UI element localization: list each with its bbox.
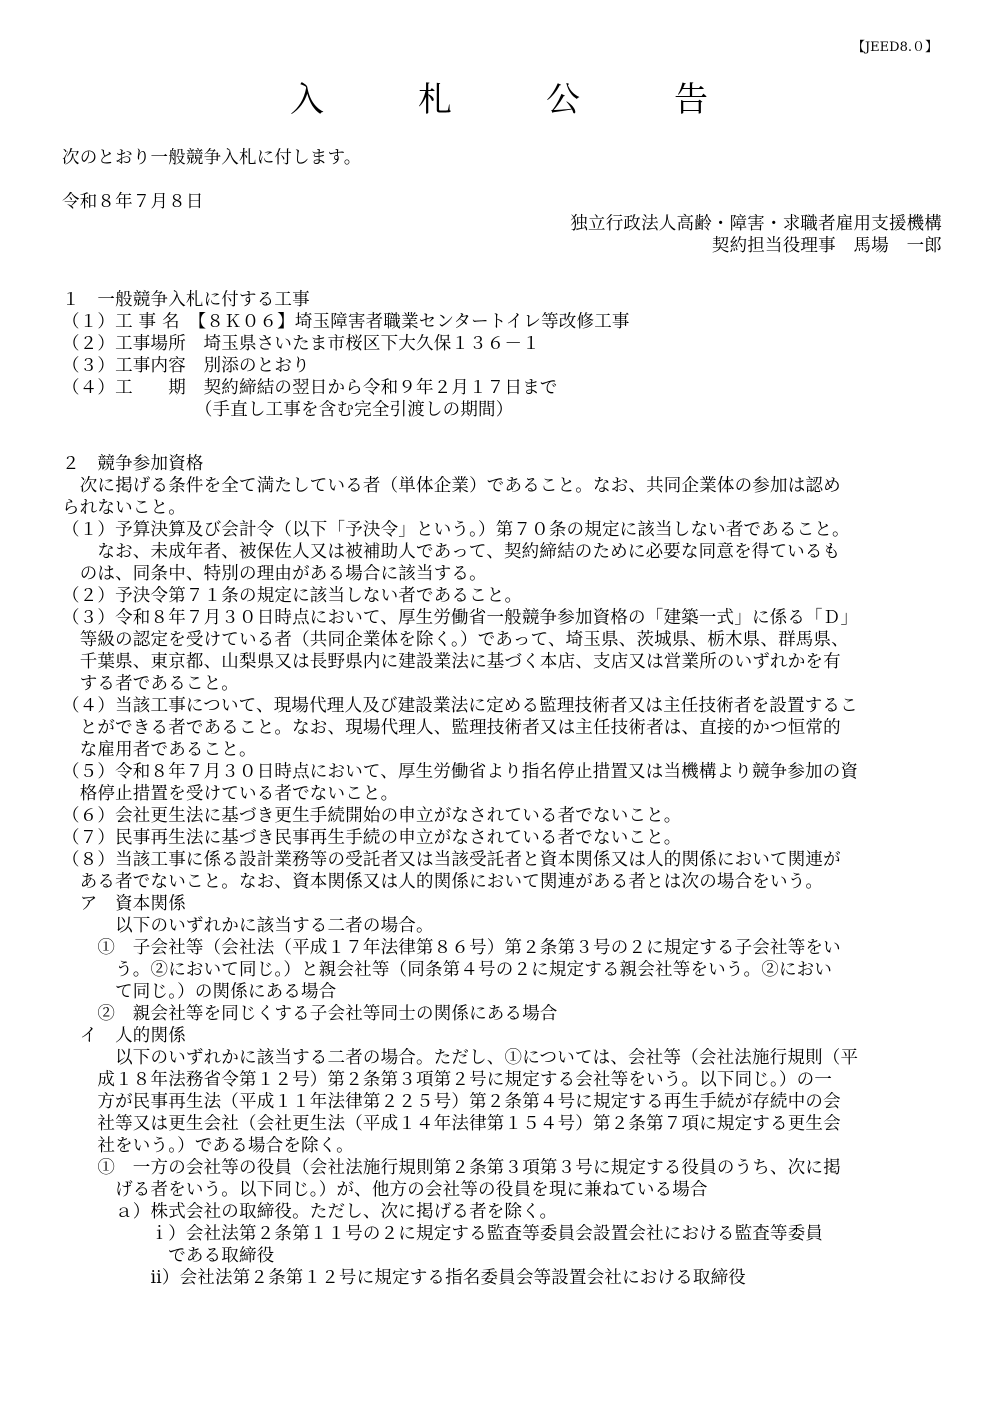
section2-heading: ２ 競争参加資格 (62, 454, 204, 474)
section2-line: 成１８年法務省令第１２号）第２条第３項第２号に規定する会社等をいう。以下同じ。）の一 (62, 1070, 833, 1090)
section2-line: ｉ）会社法第２条第１１号の２に規定する監査等委員会設置会社における監査等委員 (62, 1224, 824, 1244)
section2-line: 以下のいずれかに該当する二者の場合。ただし、①については、会社等（会社法施行規則（平 (62, 1048, 859, 1068)
section2-line: 等級の認定を受けている者（共同企業体を除く。）であって、埼玉県、茨城県、栃木県、群馬県、 (62, 630, 849, 650)
section2-line: な雇用者であること。 (62, 740, 257, 760)
section2-line: である取締役 (62, 1246, 275, 1266)
section2-line: 方が民事再生法（平成１１年法律第２２５号）第２条第４号に規定する再生手続が存続中の会 (62, 1092, 841, 1112)
section2-line: （２）予決令第７１条の規定に該当しない者であること。 (62, 586, 523, 606)
section1-heading: １ 一般競争入札に付する工事 (62, 290, 310, 310)
issue-date: 令和８年７月８日 (62, 192, 204, 212)
section2-line: なお、未成年者、被保佐人又は被補助人であって、契約締結のために必要な同意を得ているも (62, 542, 841, 562)
issuer-organization: 独立行政法人高齢・障害・求職者雇用支援機構 (570, 214, 942, 234)
section2-line: （６）会社更生法に基づき更生手続開始の申立がなされている者でないこと。 (62, 806, 682, 826)
section2-line: 次に掲げる条件を全て満たしている者（単体企業）であること。なお、共同企業体の参加は認め (62, 476, 841, 496)
section1-item: （１）工 事 名 【８Ｋ０６】埼玉障害者職業センタートイレ等改修工事 (62, 312, 630, 332)
document-body (62, 147, 942, 1289)
section1-item: （４）工 期 契約締結の翌日から令和９年２月１７日まで (62, 378, 558, 398)
intro-text: 次のとおり一般競争入札に付します。 (62, 148, 362, 168)
section2-line: とができる者であること。なお、現場代理人、監理技術者又は主任技術者は、直接的かつ恒常的 (62, 718, 841, 738)
section2-line: ア 資本関係 (62, 894, 186, 914)
section2-line: （８）当該工事に係る設計業務等の受託者又は当該受託者と資本関係又は人的関係において関連が (62, 850, 841, 870)
section2-line: 以下のいずれかに該当する二者の場合。 (62, 916, 434, 936)
section2-line: ① 子会社等（会社法（平成１７年法律第８６号）第２条第３号の２に規定する子会社等をい (62, 938, 841, 958)
page-title: 入 札 公 告 (290, 80, 738, 120)
section1-item: （手直し工事を含む完全引渡しの期間） (62, 400, 514, 420)
section2-line: （７）民事再生法に基づき民事再生手続の申立がなされている者でないこと。 (62, 828, 682, 848)
section2-line: 社をいう。）である場合を除く。 (62, 1136, 354, 1156)
section2-line: ① 一方の会社等の役員（会社法施行規則第２条第３項第３号に規定する役員のうち、次に掲 (62, 1158, 841, 1178)
section2-line: （１）予算決算及び会計令（以下「予決令」という。）第７０条の規定に該当しない者であること。 (62, 520, 850, 540)
section2-line: （３）令和８年７月３０日時点において、厚生労働省一般競争参加資格の「建築一式」に係る「Ｄ」 (62, 608, 859, 628)
section2-line: する者であること。 (62, 674, 239, 694)
section2-line: （４）当該工事について、現場代理人及び建設業法に定める監理技術者又は主任技術者を設置するこ (62, 696, 858, 716)
section1-item: （３）工事内容 別添のとおり (62, 356, 310, 376)
section2-line: て同じ。）の関係にある場合 (62, 982, 337, 1002)
section2-line: う。②において同じ。）と親会社等（同条第４号の２に規定する親会社等をいう。②におい (62, 960, 833, 980)
section2-line: ⅱ）会社法第２条第１２号に規定する指名委員会等設置会社における取締役 (62, 1268, 746, 1288)
section2-line: （５）令和８年７月３０日時点において、厚生労働省より指名停止措置又は当機構より競争参加の資 (62, 762, 859, 782)
section2-line: げる者をいう。以下同じ。）が、他方の会社等の役員を現に兼ねている場合 (62, 1180, 708, 1200)
section2-line: ａ）株式会社の取締役。ただし、次に掲げる者を除く。 (62, 1202, 558, 1222)
section2-line: 千葉県、東京都、山梨県又は長野県内に建設業法に基づく本店、支店又は営業所のいずれかを有 (62, 652, 841, 672)
section2-line: のは、同条中、特別の理由がある場合に該当する。 (62, 564, 487, 584)
document-code: 【JEED8.０】 (851, 40, 938, 55)
section1-item: （２）工事場所 埼玉県さいたま市桜区下大久保１３６－１ (62, 334, 540, 354)
section2-line: イ 人的関係 (62, 1026, 186, 1046)
section2-line: 格停止措置を受けている者でないこと。 (62, 784, 399, 804)
section2-line: ② 親会社等を同じくする子会社等同士の関係にある場合 (62, 1004, 558, 1024)
section2-line: られないこと。 (62, 498, 186, 518)
section2-line: 社等又は更生会社（会社更生法（平成１４年法律第１５４号）第２条第７項に規定する更生会 (62, 1114, 841, 1134)
section2-line: ある者でないこと。なお、資本関係又は人的関係において関連がある者とは次の場合をいう。 (62, 872, 824, 892)
issuer-officer: 契約担当役理事 馬場 一郎 (711, 236, 942, 256)
